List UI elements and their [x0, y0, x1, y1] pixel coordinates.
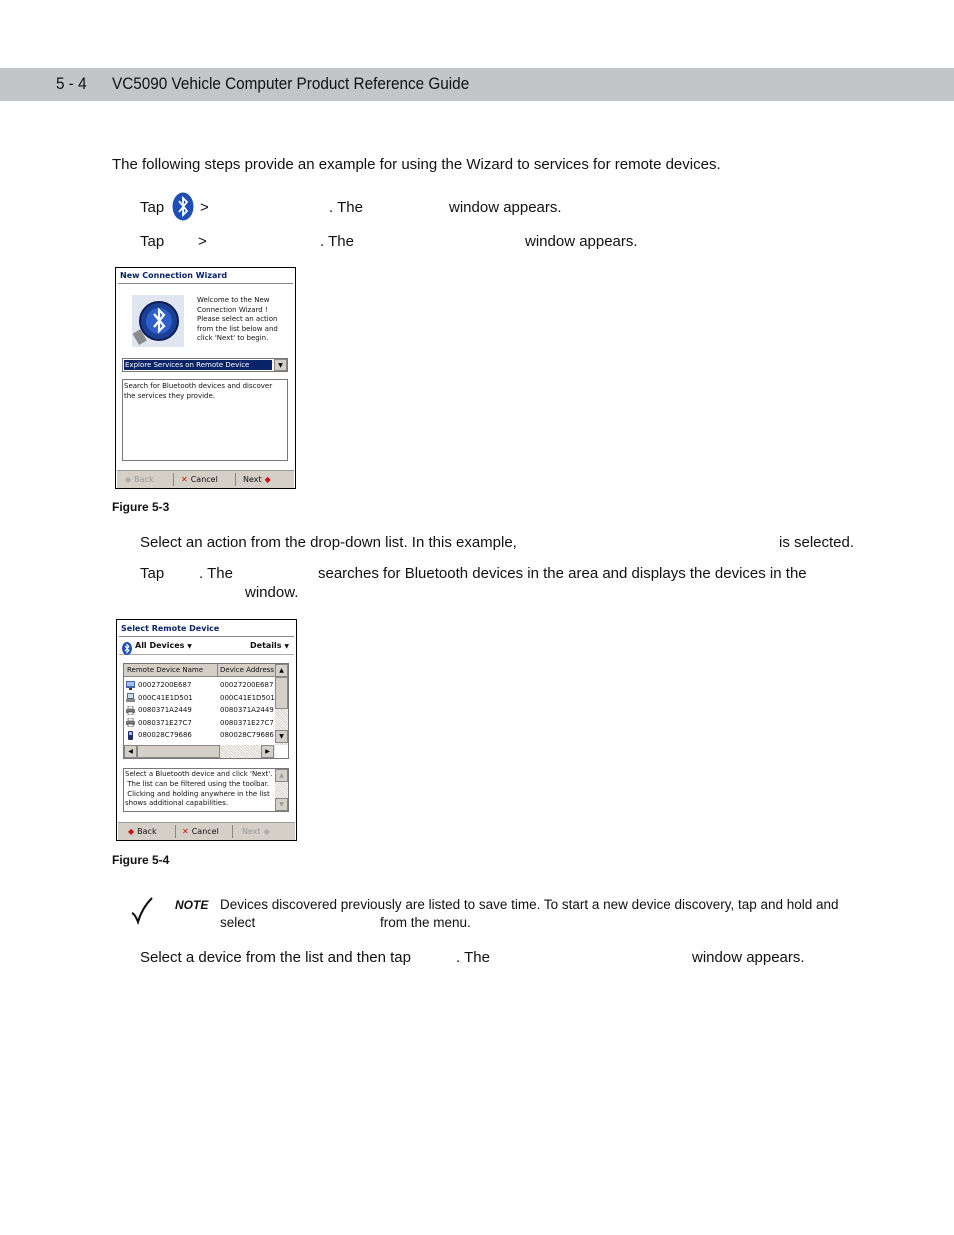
- figure-5-4-caption: Figure 5-4: [112, 853, 170, 867]
- next-button[interactable]: [237, 471, 293, 488]
- device-name: 000C41E1D501: [138, 693, 193, 702]
- note-line-2-menu: from the menu.: [380, 915, 471, 930]
- figure-5-3-caption: Figure 5-3: [112, 500, 170, 514]
- table-row[interactable]: [126, 704, 274, 717]
- scroll-left-icon[interactable]: ◀: [124, 745, 137, 758]
- device-name: 0080371A2449: [138, 706, 192, 715]
- select-device-window-title: Select Remote Device: [121, 624, 220, 633]
- description-line: Search for Bluetooth devices and discover: [124, 382, 273, 390]
- step5-text: Select a device from the list and then tap: [140, 949, 411, 966]
- scroll-up-icon[interactable]: ▲: [275, 769, 288, 782]
- title-divider: [118, 283, 293, 284]
- table-row[interactable]: [126, 679, 273, 692]
- note-line-1: Devices discovered previously are listed to save time. To start a new device discovery, tap and hold and: [220, 897, 839, 912]
- dropdown-selected-value: Explore Services on Remote Device: [124, 360, 272, 370]
- computer-icon: [126, 681, 135, 690]
- page-header-title: VC5090 Vehicle Computer Product Reference Guide: [112, 74, 470, 93]
- back-button-label: Back: [134, 475, 154, 484]
- help-scrollbar[interactable]: [275, 769, 288, 811]
- next-button-label: Next: [242, 827, 261, 836]
- checkmark-icon: [131, 896, 153, 926]
- close-icon: ✕: [181, 475, 188, 484]
- table-row[interactable]: [126, 717, 274, 730]
- details-label: Details: [250, 641, 282, 650]
- device-address: 0080371E27C7: [220, 718, 274, 727]
- bluetooth-wizard-icon: [132, 295, 184, 347]
- button-separator: [173, 473, 174, 486]
- device-button-bar: [118, 822, 295, 840]
- horizontal-scrollbar[interactable]: [124, 745, 275, 758]
- help-text-box: [123, 768, 289, 812]
- filter-label: All Devices: [135, 641, 185, 650]
- step3-text: Select an action from the drop-down list. In this example,: [140, 534, 517, 551]
- intro-paragraph: The following steps provide an example for using the Wizard to services for remote devices.: [112, 156, 721, 173]
- device-address: 000C41E1D501: [220, 693, 275, 702]
- welcome-line: from the list below and: [197, 324, 278, 333]
- vertical-scrollbar[interactable]: [275, 664, 288, 745]
- column-remote-device-name[interactable]: Remote Device Name: [127, 666, 204, 674]
- welcome-line: click 'Next' to begin.: [197, 334, 269, 342]
- note-line-2-select: select: [220, 915, 256, 930]
- help-line: shows additional capabilities.: [125, 799, 228, 808]
- table-row[interactable]: [126, 729, 274, 742]
- page-number: 5 - 4: [56, 74, 87, 93]
- next-button[interactable]: [236, 823, 292, 840]
- new-connection-wizard-window: [115, 267, 296, 489]
- right-arrow-icon: ◆: [264, 475, 271, 484]
- list-header: [124, 664, 275, 677]
- description-line: the services they provide.: [124, 391, 216, 400]
- handheld-icon: [126, 731, 135, 740]
- scroll-thumb[interactable]: [137, 745, 220, 758]
- all-devices-filter[interactable]: [135, 641, 192, 650]
- cancel-button-label: Cancel: [190, 475, 218, 484]
- wizard-button-bar: [117, 470, 294, 488]
- action-description-box: [122, 379, 288, 461]
- device-address: 0080371A2449: [220, 706, 274, 715]
- device-address: 00027200E687: [220, 681, 274, 690]
- bluetooth-icon: [172, 192, 194, 221]
- step2-the: . The: [320, 233, 354, 250]
- step4-line2: window.: [245, 584, 299, 601]
- device-list[interactable]: [123, 663, 289, 759]
- welcome-line: Please select an action: [197, 315, 278, 323]
- step4-the: . The: [199, 565, 233, 582]
- welcome-line: Connection Wizard !: [197, 305, 268, 314]
- step4-text: searches for Bluetooth devices in the area and displays the devices in the: [318, 565, 807, 582]
- step5-appears: window appears.: [692, 949, 805, 966]
- help-line: Clicking and holding anywhere in the list: [125, 789, 270, 798]
- details-menu[interactable]: [250, 641, 289, 650]
- printer-icon: [126, 718, 135, 727]
- device-address: 080028C79686: [220, 731, 274, 740]
- cancel-button[interactable]: [175, 471, 237, 488]
- computer-icon: [126, 693, 135, 702]
- help-line: The list can be filtered using the toolbar.: [125, 779, 270, 788]
- scroll-down-icon[interactable]: ▼: [275, 730, 288, 743]
- column-divider: [217, 664, 218, 677]
- scroll-thumb[interactable]: [275, 677, 288, 709]
- wizard-window-title: New Connection Wizard: [120, 271, 228, 280]
- device-name: 0080371E27C7: [138, 718, 192, 727]
- button-separator: [235, 473, 236, 486]
- back-button-label: Back: [137, 827, 157, 836]
- printer-icon: [126, 706, 135, 715]
- button-separator: [232, 825, 233, 838]
- step1-tap: Tap: [140, 199, 165, 216]
- scroll-right-icon[interactable]: ▶: [261, 745, 274, 758]
- device-toolbar: [119, 638, 294, 655]
- left-arrow-icon: ◆: [128, 827, 135, 836]
- cancel-button[interactable]: [176, 823, 232, 840]
- step3-tail: is selected.: [779, 534, 855, 551]
- note-label: NOTE: [175, 898, 209, 912]
- step1-appears: window appears.: [449, 199, 562, 216]
- action-description-text: [124, 382, 272, 401]
- device-name: 080028C79686: [138, 731, 192, 740]
- step5-the: . The: [456, 949, 490, 966]
- help-line: Select a Bluetooth device and click 'Next'.: [125, 770, 273, 778]
- chevron-down-icon: ▼: [187, 643, 192, 650]
- table-row[interactable]: [126, 692, 275, 705]
- help-text: [125, 770, 272, 809]
- title-divider: [119, 636, 294, 637]
- chevron-down-icon[interactable]: ▼: [274, 359, 287, 371]
- column-device-address[interactable]: Device Address: [220, 666, 275, 674]
- step2-appears: window appears.: [525, 233, 638, 250]
- device-name: 00027200E687: [138, 681, 192, 690]
- welcome-text: [197, 296, 278, 344]
- bluetooth-icon: [122, 640, 132, 659]
- step2-gt: >: [198, 233, 207, 250]
- welcome-line: Welcome to the New: [197, 296, 270, 304]
- chevron-down-icon: ▼: [284, 643, 289, 650]
- scroll-down-icon[interactable]: ▼: [275, 798, 288, 811]
- select-remote-device-window: [116, 619, 297, 841]
- action-dropdown[interactable]: [122, 358, 288, 372]
- left-arrow-icon: ◆: [125, 475, 132, 484]
- step2-tap: Tap: [140, 233, 165, 250]
- right-arrow-icon: ◆: [263, 827, 270, 836]
- step4-tap: Tap: [140, 565, 165, 582]
- step1-gt: >: [200, 199, 209, 216]
- scroll-up-icon[interactable]: ▲: [275, 664, 288, 677]
- back-button[interactable]: [122, 823, 176, 840]
- close-icon: ✕: [182, 827, 189, 836]
- step1-the: . The: [329, 199, 363, 216]
- cancel-button-label: Cancel: [191, 827, 219, 836]
- back-button[interactable]: [119, 471, 173, 488]
- next-button-label: Next: [243, 475, 262, 484]
